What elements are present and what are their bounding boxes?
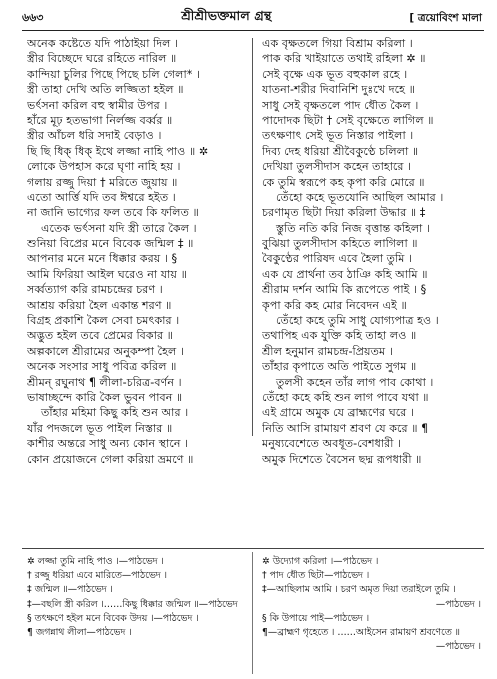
verse-line: না জানি ভাগ্যের ফল তবে কি ফলিত ॥	[27, 206, 199, 220]
verse-line: এক যে প্রার্থনা তব ঠাঞি কহি আমি ॥	[262, 267, 428, 281]
verse-line: আশ্রয় করিয়া হৈল একান্ত শরণ ॥	[27, 298, 172, 312]
verse-line: পাদোদক ছিটা † সেই বৃক্ষেতে লাগিল ॥	[262, 113, 434, 127]
footnote-line: ✲ লজ্জা তুমি নাহি পাও ।—পাঠভেদ ।	[27, 556, 164, 567]
page-header	[22, 6, 482, 28]
verse-line: তুলসী কহেন তাঁর লাগ পাব কোথা ।	[276, 375, 434, 389]
verse-line: কোন প্রয়োজনে গেলা করিয়া ভ্রমণে ॥	[27, 452, 194, 466]
verse-line: তেঁহো কহে ভূতযোনি আছিল আমার ।	[276, 190, 444, 204]
verse-line: অনেক কষ্টেতে যদি পাঠাইয়া দিল ।	[27, 37, 179, 50]
verse-line: ভর্ৎসনা করিল বহু স্বামীর উপর ।	[27, 98, 168, 112]
verse-line: অল্পকালে শ্রীরামের অনুকম্পা হৈল ।	[27, 344, 184, 358]
verse-line: সর্ব্বত্যাগ করি রামচন্দ্রের চরণ ।	[27, 283, 163, 297]
book-title: শ্রীশ্রীভক্তমাল গ্রন্থ	[181, 8, 272, 23]
footnote-line: ✲ উদ্যোগ করিলা ।—পাঠভেদ ।	[262, 556, 379, 567]
verse-line: কাশীর অন্তরে সাধু অন্য কোন স্থানে ।	[27, 437, 189, 451]
footnote-line: ‡—আছিলাম আমি । চরণ অমৃত দিয়া তরাইলে তুমি ।	[262, 584, 456, 596]
verse-line: স্ত্রীর আঁচল ধরি সদাই বেড়াও ।	[27, 129, 162, 143]
verse-line: শ্রীরাম দর্শন আমি কি রূপেতে পাই । §	[262, 283, 427, 297]
verse-line: দেখিয়া তুলসীদাস কহেন তাহারে ।	[262, 160, 412, 174]
verse-line: অমুক দিশেতে বৈসেন ছদ্ম রূপধারী ॥	[262, 452, 422, 466]
verse-line: আপনার মনে মনে ধিক্কার করয় । §	[27, 252, 178, 266]
verse-line: শ্রীমন্ রঘুনাথ ¶ লীলা-চরিত্র-বর্ণন ।	[27, 375, 182, 389]
verse-line: ভাষাচ্ছন্দে কারি কৈল ভুবন পাবন ॥	[27, 390, 183, 404]
verse-line: এতো আর্ত্তি যদি তব ঈশ্বরে হইত ।	[27, 190, 176, 204]
verse-line: সাধু সেই বৃক্ষতলে পাদ ধৌত কৈল ।	[262, 98, 419, 112]
verse-line: এতেক ভর্ৎসনা যদি স্ত্রী তারে কৈল ।	[41, 221, 197, 235]
verse-line: আমি ফিরিয়া আইল ঘরেও না যায় ॥	[27, 267, 187, 281]
verse-line: মনুষ্যবেশেতে অবধূত-বেশধারী ।	[262, 437, 402, 451]
verse-line: অনেক সংসার সাধু পবিত্র করিল ॥	[27, 360, 177, 374]
verse-line: তাঁহার মহিমা কিছু কহি শুন আর ।	[41, 406, 189, 420]
footnote-line: § তৎক্ষণে হইল মনে বিবেক উদয় ।—পাঠভেদ ।	[27, 612, 199, 624]
verse-line: স্তুতি নতি করি নিজ বৃত্তান্ত কহিলা ।	[276, 221, 430, 235]
verse-line: শ্রীল হনুমান রামচন্দ্র-প্রিয়তম ।	[262, 344, 393, 358]
header-rule	[22, 30, 484, 31]
verse-line: কান্দিয়া চুলির পিছে পিছে চলি গেলা* ।	[27, 67, 200, 81]
verse-line: হাঁরে মূঢ় হতভাগা নির্লজ্জ বর্ব্বর ॥	[27, 113, 173, 127]
footnotes-left	[27, 555, 252, 640]
verse-line: এক বৃক্ষতলে গিয়া বিশ্রাম করিলা ।	[262, 37, 413, 50]
verse-line: ছি ছি ধিক্ ধিক্ ইথে লজ্জা নাহি পাও ॥ ✲	[27, 144, 209, 158]
verse-line: গলায় রজ্জু দিয়া † মরিতে জুয়ায় ॥	[27, 175, 178, 189]
verse-line: কে তুমি স্বরূপে কহ কৃপা করি মোরে ॥	[262, 175, 425, 189]
verse-line: তাঁহার কৃপাতে অতি পাইতে সুগম ॥	[262, 360, 417, 374]
footnote-line: § কি উপায়ে পাই—পাঠভেদ ।	[262, 612, 370, 624]
verse-line: পাক করি খাইয়াতে তথাই রহিলা ✲ ॥	[262, 52, 426, 66]
verse-line: লোকে উপহাস করে ঘৃণা নাহি হয় ।	[27, 160, 181, 174]
verse-line: নিতি আসি রামায়ণ শ্রবণ যে করে ॥ ¶	[262, 421, 429, 435]
footnote-line: † রজ্জু ধরিয়া এবে মারিতে—পাঠভেদ ।	[27, 570, 167, 582]
footnote-line: ‡ জন্মিল ॥—পাঠভেদ ।	[27, 584, 113, 596]
footnote-rule	[22, 548, 484, 549]
verse-line: শুনিয়া বিপ্রের মনে বিবেক জন্মিল ‡ ॥	[27, 237, 194, 251]
verse-line: বুঝিয়া তুলসীদাস কহিতে লাগিলা ॥	[262, 237, 418, 251]
verse-line: তেঁহো কহে তুমি সাধু যোগ্যপাত্র হও ।	[276, 314, 439, 328]
verse-line: স্ত্রী তাহা দেখি অতি লজ্জিতা হইল ॥	[27, 83, 184, 97]
footnote-divider	[252, 552, 253, 674]
column-divider	[252, 38, 253, 436]
verse-line: দিব্য দেহ ধরিয়া শ্রীবৈকুণ্ঠে চলিলা ॥	[262, 144, 419, 158]
verse-column-right	[262, 36, 487, 467]
verse-line: স্ত্রীর বিচ্ছেদে ঘরে রহিতে নারিল ॥	[27, 52, 177, 66]
verse-line: তৎক্ষণাৎ সেই ভূত নিস্তার পাইলা ।	[262, 129, 414, 143]
verse-line: কৃপা করি কহ মোর নিবেদন এই ॥	[262, 298, 407, 312]
verse-line: চরণামৃত ছিটা দিয়া করিলা উদ্ধার ॥ ‡	[262, 206, 426, 220]
footnote-line: † পাদ ধৌত ছিটা—পাঠভেদ ।	[262, 570, 370, 582]
verse-line: সেই বৃক্ষে এক ভূত বহুকাল রহে ।	[262, 67, 408, 81]
verse-line: তথাপিহ এক যুক্তি কহি তাহা লও ॥	[262, 329, 417, 343]
verse-line: বিগ্রহ প্রকাশি কৈল সেবা চমৎকার ।	[27, 314, 180, 328]
footnote-line: —পাঠভেদ ।	[435, 598, 481, 610]
footnote-line: —পাঠভেদ ।	[435, 641, 481, 653]
verse-column-left	[27, 36, 252, 467]
footnote-line: ¶ জগন্নাথ লীলা—পাঠভেদ ।	[27, 626, 132, 638]
footnote-line: ¶—ব্রাহ্মণ গৃহেতে । ……আইসেন রামায়ণ শ্রবণেতে ॥	[262, 626, 460, 638]
verse-line: তেঁহো কহে কহি শুন লাগ পাবে যথা ॥	[262, 390, 429, 404]
footnotes-right	[262, 555, 487, 654]
verse-line: যাঁর পদজলে ভূত পাইল নিস্তার ॥	[27, 421, 173, 435]
page-number: ৬৬৩	[22, 11, 44, 24]
verse-line: যাতনা-শরীর দিবানিশি দুঃখে দহে ॥	[262, 83, 415, 97]
verse-line: এই গ্রামে অমুক যে ব্রাহ্মণের ঘরে ।	[262, 406, 414, 420]
verse-line: অদ্ভুত হইল তবে প্রেমের বিকার ॥	[27, 329, 173, 343]
footnote-line: ‡—বছলি স্ত্রী করিল ।……কিছু ধিক্কার জন্মিল ॥—পাঠভেদ	[27, 598, 238, 610]
section-label: [ ত্রয়োবিংশ মালা	[409, 12, 482, 24]
verse-line: বৈকুণ্ঠের পারিষদ এবে হৈলা তুমি ।	[262, 252, 413, 266]
